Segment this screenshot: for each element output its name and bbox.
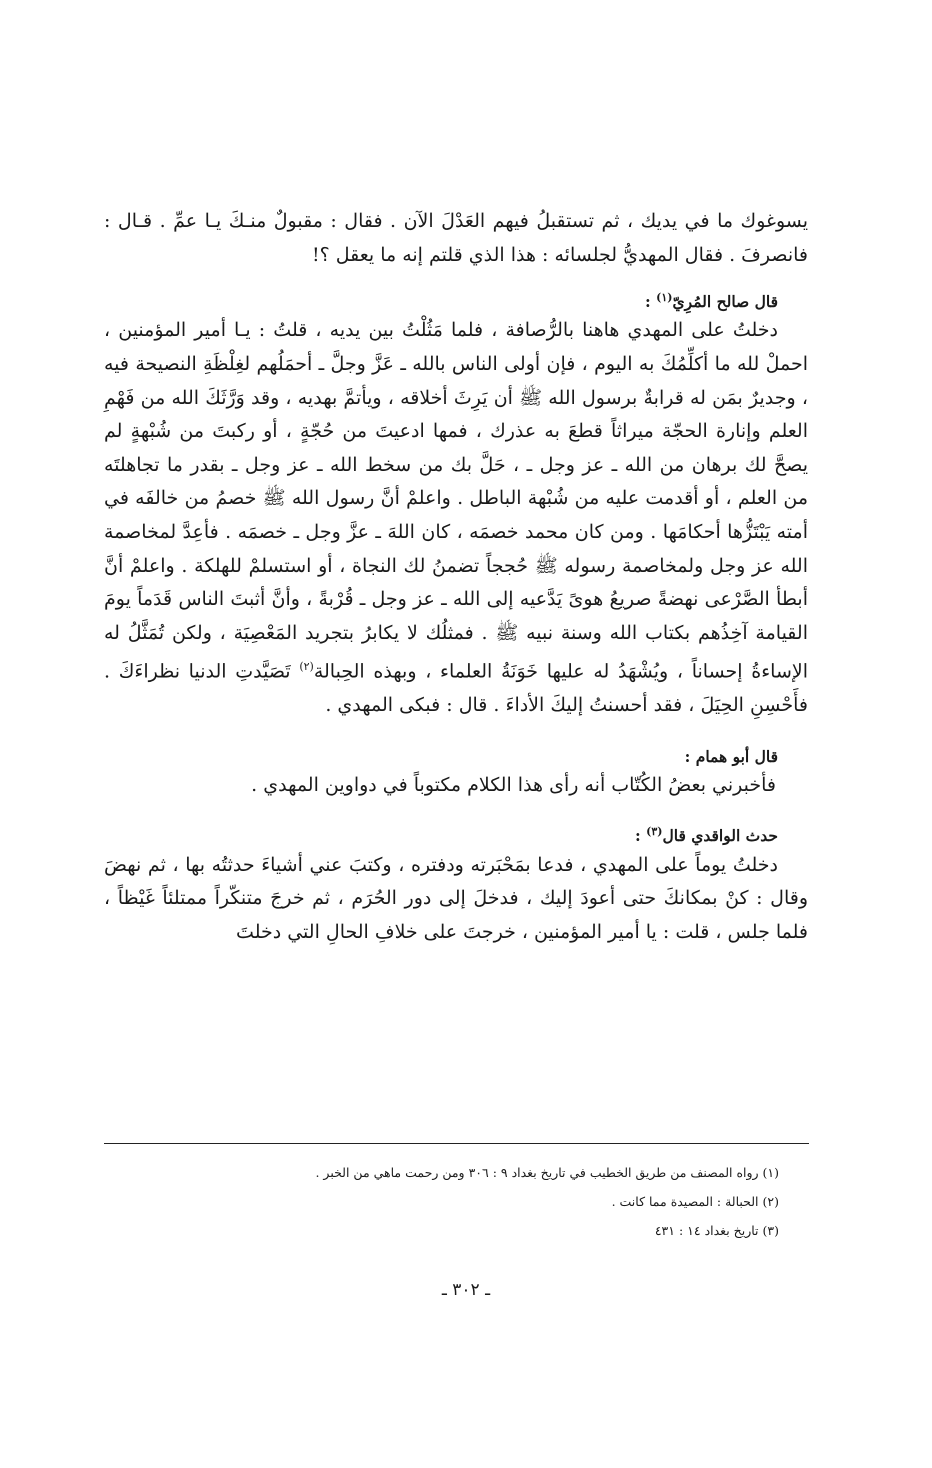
footnote-item: (٣) تاريخ بغداد ١٤ : ٤٣١ (654, 1223, 779, 1238)
footnote-ref: (٣) (646, 825, 663, 839)
page-number: ـ ٣٠٢ ـ (441, 1280, 491, 1300)
section-heading (104, 286, 808, 314)
page-body (104, 205, 808, 949)
footnote-ref: (٢) (299, 660, 314, 674)
intro-paragraph: يسوغوك ما في يديك ، ثم تستقبلُ فيهم العَدْلَ الآن . فقال : مقبولٌ منـكَ يـا عمِّ . قـال : فانصرفَ . فقال المهديُّ لجلسائه : هذا الذي قلتم إنه ما يعقل ؟! (104, 210, 808, 266)
section-abu-hammam (104, 745, 808, 803)
section-paragraph (104, 314, 808, 722)
footnote-divider (104, 1143, 809, 1144)
section-saleh-almurri (104, 286, 808, 723)
footnote-item: (٢) الحبالة : المصيدة مما كانت . (611, 1194, 779, 1209)
heading-text: قال صالح المُرِيّ (672, 292, 778, 312)
paragraph-tail: تَصَيَّدتِ الدنيا نظراءَكَ . فأَحْسِنِ الحِيَلَ ، فقد أحسنتُ إليكَ الأداءَ . قال : فبكى المهدي . (104, 660, 808, 717)
section-heading (104, 820, 808, 848)
section-paragraph: فأخبرني بعضُ الكُتّاب أنه رأى هذا الكلام مكتوباً في دواوين المهدي . (251, 773, 776, 796)
section-heading: قال أبو همام : (684, 746, 778, 766)
heading-text: حدث الواقدي قال (662, 826, 778, 846)
section-paragraph: دخلتُ يوماً على المهدي ، فدعا بمَحْبَرته ودفتره ، وكتبَ عني أشياءَ حدثتُه بها ، ثم نهضَ وقال : كنْ بمكانكَ حتى أعودَ إليك ، فدخلَ إلى دور الحُرَم ، ثم خرجَ متنكّراً ممتلئاً غَيْظاً ، فلما جلس ، قلت : يا أمير المؤمنين ، خرجتَ على خلافِ الحالِ التي دخلتَ (104, 853, 808, 943)
footnote-item: (١) رواه المصنف من طريق الخطيب في تاريخ بغداد ٩ : ٣٠٦ ومن رحمت ماهي من الخبر . (315, 1165, 779, 1180)
section-alwaqidi (104, 820, 808, 949)
footnotes (104, 1158, 809, 1245)
heading-suffix: : (634, 826, 647, 846)
footnote-ref: (١) (656, 291, 673, 305)
paragraph-text: دخلتُ على المهدي هاهنا بالرُّصافة ، فلما مَثُلْتُ بين يديه ، قلتُ : يـا أمير المؤمنين ، احملْ لله ما أكلِّمُكَ به اليوم ، فإن أولى الناس بالله ـ عَزَّ وجلَّ ـ أحمَلُهم لغِلْظَةِ النصيحة فيه ، وجديرٌ بمَن له قرابةٌ برسول الله ﷺ أن يَرِثَ أخلاقه ، ويأتمَّ بهديه ، وقد وَرَّثَكَ الله من فَهْمِ العلم وإنارة الحجّة ميراثاً قطعَ به عذرك ، فمها ادعيتَ من حُجّةٍ ، أو ركبتَ من شُبْهةٍ لم يصحَّ لك برهان من الله ـ عز وجل ـ ، حَلَّ بك من سخط الله ـ عز وجل ـ بقدر ما تجاهلتَه من العلم ، أو أقدمت عليه من شُبْهة الباطل . واعلمْ أنَّ رسول الله ﷺ خصمُ من خالفَه في أمته يَبْتَزُّها أحكامَها . ومن كان محمد خصمَه ، كان اللهَ ـ عزَّ وجل ـ خصمَه . فأعِدَّ لمخاصمة الله عز وجل ولمخاصمة رسوله ﷺ حُججاً تضمنُ لك النجاة ، أو استسلمْ للهلكة . واعلمْ أنَّ أبطأ الصَّرْعى نهضةً صريعُ هوىً يَدَّعيه إلى الله ـ عز وجل ـ قُرْبةً ، وأنَّ أثبتَ الناس قَدَماً يومَ القيامة آخِذُهم بكتاب الله وسنة نبيه ﷺ . فمثلُك لا يكابرُ بتجريد المَعْصِيَة ، ولكن تُمَثَّلُ له الإساءةُ إحساناً ، ويُشْهَدُ له عليها خَوَنَةُ العلماء ، وبهذه الحِبالة (104, 319, 808, 683)
heading-suffix: : (645, 292, 657, 312)
